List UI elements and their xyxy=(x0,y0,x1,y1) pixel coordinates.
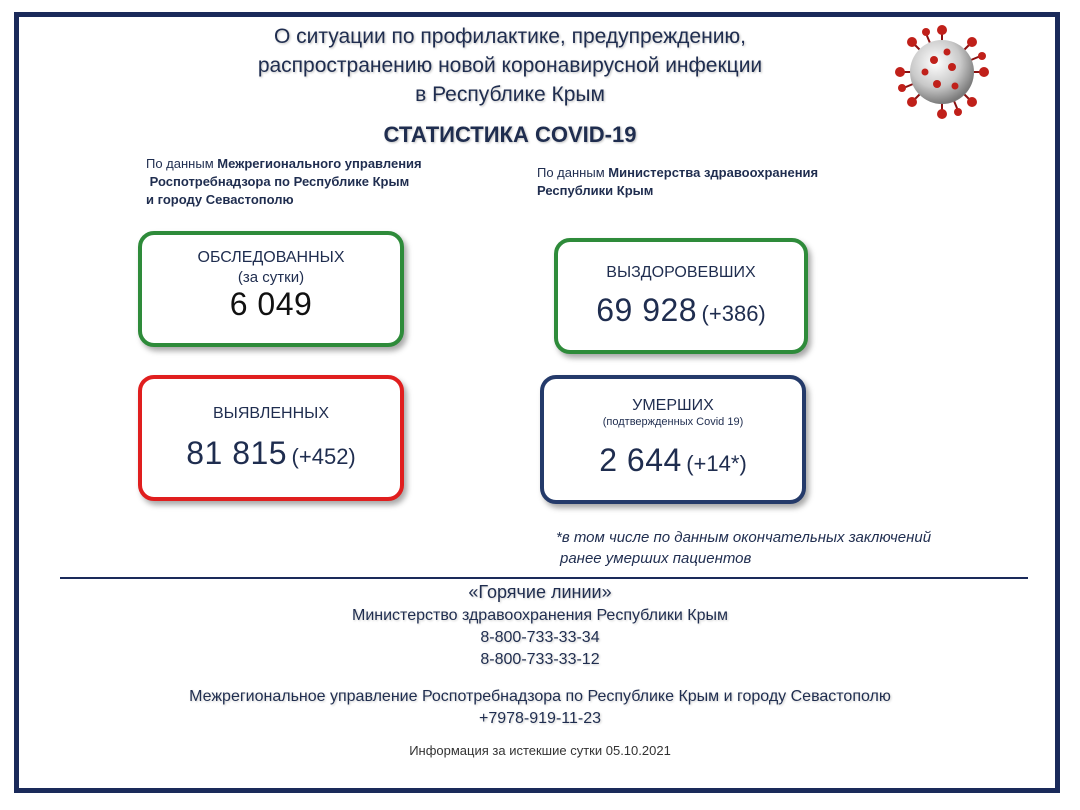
source-left xyxy=(146,155,422,209)
recovered-delta: (+386) xyxy=(701,301,766,326)
detected-delta: (+452) xyxy=(291,444,356,469)
died-card xyxy=(540,375,806,504)
footnote-line2: ранее умерших пациентов xyxy=(560,550,752,567)
hotlines-phone3: +7978-919-11-23 xyxy=(478,710,602,727)
hotlines-phone2: 8-800-733-33-12 xyxy=(480,651,600,668)
info-date: Информация за истекшие сутки 05.10.2021 xyxy=(409,743,671,758)
source-left-line3: и городу Севастополю xyxy=(146,192,294,207)
source-left-prefix: По данным xyxy=(146,156,218,171)
title-line-2: распространению новой коронавирусной инфекции xyxy=(257,54,763,77)
footnote-line1: *в том числе по данным окончательных заключений xyxy=(556,529,932,546)
tested-label: ОБСЛЕДОВАННЫХ xyxy=(197,249,345,266)
died-value: 2 644 xyxy=(599,442,682,478)
recovered-card xyxy=(554,238,808,354)
source-right xyxy=(537,164,818,200)
tested-card xyxy=(138,231,404,347)
detected-value: 81 815 xyxy=(186,435,288,471)
title-line-3: в Республике Крым xyxy=(415,83,605,106)
recovered-label: ВЫЗДОРОВЕВШИХ xyxy=(606,264,756,281)
source-left-line2: Роспотребнадзора по Республике Крым xyxy=(149,174,410,189)
hotlines-title: «Горячие линии» xyxy=(468,582,612,602)
statistics-heading: СТАТИСТИКА COVID-19 xyxy=(383,122,637,147)
died-label: УМЕРШИХ xyxy=(632,397,714,414)
title-line-1: О ситуации по профилактике, предупреждению, xyxy=(273,25,747,48)
divider xyxy=(60,577,1028,579)
source-right-line2: Республики Крым xyxy=(537,183,654,198)
died-delta: (+14*) xyxy=(686,451,747,476)
source-right-prefix: По данным xyxy=(537,165,609,180)
died-sublabel: (подтвержденных Covid 19) xyxy=(602,416,744,428)
tested-value: 6 049 xyxy=(229,286,313,322)
hotlines-ministry: Министерство здравоохранения Республики Крым xyxy=(352,607,728,624)
page-title xyxy=(150,22,870,109)
hotlines-phone1: 8-800-733-33-34 xyxy=(480,629,600,646)
coronavirus-image xyxy=(892,22,992,122)
source-left-line1: Межрегионального управления xyxy=(217,156,422,171)
detected-card xyxy=(138,375,404,501)
tested-sublabel: (за сутки) xyxy=(237,269,305,286)
hotlines-rospotreb: Межрегиональное управление Роспотребнадзора по Республике Крым и городу Севастополю xyxy=(189,688,891,705)
source-right-line1: Министерства здравоохранения xyxy=(608,165,819,180)
detected-label: ВЫЯВЛЕННЫХ xyxy=(213,405,329,422)
recovered-value: 69 928 xyxy=(596,292,698,328)
footnote xyxy=(556,527,931,569)
